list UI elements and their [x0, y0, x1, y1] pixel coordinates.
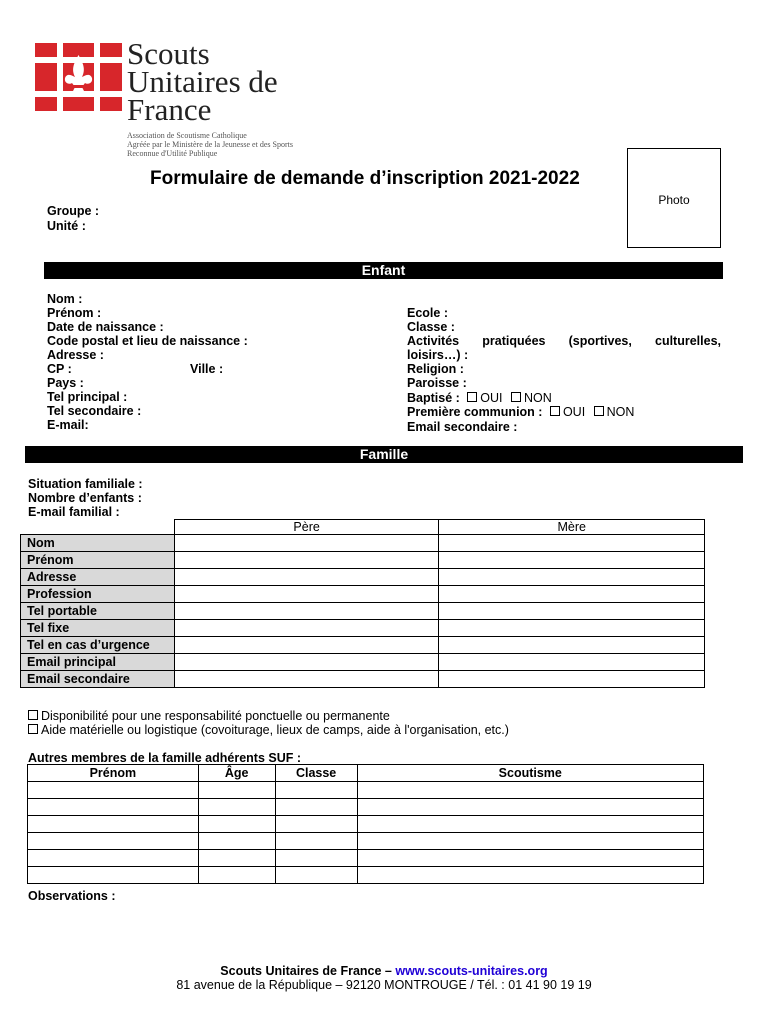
- cell-pere[interactable]: [174, 586, 439, 603]
- cell-classe[interactable]: [275, 850, 357, 867]
- table-row: [28, 816, 704, 833]
- cell-prenom[interactable]: [28, 799, 199, 816]
- cell-age[interactable]: [198, 833, 275, 850]
- cell-prenom[interactable]: [28, 782, 199, 799]
- cell-prenom[interactable]: [28, 816, 199, 833]
- parents-table: [20, 519, 705, 688]
- photo-label: Photo: [658, 193, 690, 207]
- footer-address: 81 avenue de la République – 92120 MONTROUGE / Tél. : 01 41 90 19 19: [176, 978, 592, 992]
- col-header-scoutisme: Scoutisme: [357, 765, 703, 782]
- cell-scoutisme[interactable]: [357, 799, 703, 816]
- logo-name-line: Scouts: [127, 36, 210, 71]
- col-header-prenom: Prénom: [28, 765, 199, 782]
- table-row: [28, 833, 704, 850]
- checkbox-icon[interactable]: [511, 392, 521, 402]
- cell-pere[interactable]: [174, 535, 439, 552]
- group-label: Groupe :: [47, 204, 100, 218]
- cell-pere[interactable]: [174, 603, 439, 620]
- field-premiere-communion: [407, 405, 634, 419]
- field-adresse: Adresse :: [47, 348, 104, 362]
- footer-org-name: Scouts Unitaires de France –: [220, 964, 396, 978]
- table-row: [21, 552, 705, 569]
- section-header-enfant: Enfant: [44, 262, 723, 279]
- cell-age[interactable]: [198, 850, 275, 867]
- field-classe: Classe :: [407, 320, 455, 334]
- table-row: [21, 620, 705, 637]
- table-row: [21, 671, 705, 688]
- field-religion: Religion :: [407, 362, 464, 376]
- communion-oui[interactable]: [550, 405, 585, 419]
- cell-prenom[interactable]: [28, 850, 199, 867]
- cell-mere[interactable]: [439, 603, 705, 620]
- baptise-label: Baptisé :: [407, 391, 460, 405]
- oui-label: OUI: [480, 391, 503, 405]
- autres-membres-title: Autres membres de la famille adhérents SUF :: [28, 751, 302, 765]
- cell-pere[interactable]: [174, 620, 439, 637]
- cell-pere[interactable]: [174, 654, 439, 671]
- row-label: Tel en cas d’urgence: [21, 637, 175, 654]
- field-situation: Situation familiale :: [28, 477, 143, 491]
- row-label: Tel fixe: [21, 620, 175, 637]
- cell-mere[interactable]: [439, 671, 705, 688]
- cell-prenom[interactable]: [28, 833, 199, 850]
- cell-mere[interactable]: [439, 654, 705, 671]
- communion-non[interactable]: [594, 405, 635, 419]
- field-activites-cont: loisirs…) :: [407, 348, 469, 362]
- cell-age[interactable]: [198, 782, 275, 799]
- row-label: Email principal: [21, 654, 175, 671]
- field-email-secondaire: Email secondaire :: [407, 420, 518, 434]
- cell-scoutisme[interactable]: [357, 867, 703, 884]
- col-header-mere: Mère: [439, 520, 705, 535]
- row-label: Nom: [21, 535, 175, 552]
- table-row: [21, 654, 705, 671]
- option-aide[interactable]: [28, 723, 509, 737]
- col-header-age: Âge: [198, 765, 275, 782]
- non-label: NON: [606, 405, 635, 419]
- cell-classe[interactable]: [275, 782, 357, 799]
- option-label: Disponibilité pour une responsabilité ponctuelle ou permanente: [41, 709, 390, 723]
- cell-mere[interactable]: [439, 586, 705, 603]
- option-label: Aide matérielle ou logistique (covoiturage, lieux de camps, aide à l'organisation, etc.): [41, 723, 509, 737]
- checkbox-icon[interactable]: [28, 710, 38, 720]
- table-corner: [21, 520, 175, 535]
- cell-classe[interactable]: [275, 816, 357, 833]
- table-row: [28, 799, 704, 816]
- row-label: Profession: [21, 586, 175, 603]
- cell-mere[interactable]: [439, 637, 705, 654]
- cell-scoutisme[interactable]: [357, 782, 703, 799]
- checkbox-icon[interactable]: [594, 406, 604, 416]
- field-activites: Activités pratiquées (sportives, culturelles,: [407, 334, 721, 348]
- col-header-pere: Père: [174, 520, 439, 535]
- logo-name-line: France: [127, 92, 212, 127]
- cell-pere[interactable]: [174, 637, 439, 654]
- field-nom: Nom :: [47, 292, 83, 306]
- row-label: Tel portable: [21, 603, 175, 620]
- table-row: [28, 782, 704, 799]
- field-date-naissance: Date de naissance :: [47, 320, 164, 334]
- cell-mere[interactable]: [439, 535, 705, 552]
- table-row: [21, 637, 705, 654]
- cell-prenom[interactable]: [28, 867, 199, 884]
- baptise-non[interactable]: [511, 391, 552, 405]
- observations-label: Observations :: [28, 889, 116, 903]
- table-row: [21, 603, 705, 620]
- cell-mere[interactable]: [439, 552, 705, 569]
- table-row: [21, 569, 705, 586]
- checkbox-icon[interactable]: [550, 406, 560, 416]
- non-label: NON: [524, 391, 552, 405]
- field-ville: Ville :: [190, 362, 224, 376]
- cell-classe[interactable]: [275, 833, 357, 850]
- members-table: [27, 764, 704, 884]
- table-row: [21, 586, 705, 603]
- checkbox-icon[interactable]: [28, 724, 38, 734]
- col-header-classe: Classe: [275, 765, 357, 782]
- footer-link[interactable]: www.scouts-unitaires.org: [395, 964, 548, 978]
- row-label: Email secondaire: [21, 671, 175, 688]
- logo-subtitle: [127, 131, 293, 158]
- field-ecole: Ecole :: [407, 306, 448, 320]
- section-header-famille: Famille: [25, 446, 743, 463]
- field-email-familial: E-mail familial :: [28, 505, 120, 519]
- logo-name: [127, 36, 278, 127]
- field-cp: CP :: [47, 362, 72, 376]
- field-tel-secondaire: Tel secondaire :: [47, 404, 142, 418]
- field-nombre-enfants: Nombre d’enfants :: [28, 491, 142, 505]
- footer-org: [0, 964, 768, 978]
- cell-pere[interactable]: [174, 552, 439, 569]
- table-row: [21, 535, 705, 552]
- field-baptise: [407, 391, 552, 405]
- cell-pere[interactable]: [174, 569, 439, 586]
- cell-mere[interactable]: [439, 620, 705, 637]
- field-email: E-mail:: [47, 418, 89, 432]
- field-code-postal-lieu: Code postal et lieu de naissance :: [47, 334, 248, 348]
- cell-age[interactable]: [198, 867, 275, 884]
- logo-sub-line: Agréée par le Ministère de la Jeunesse et des Sports: [127, 140, 293, 149]
- form-title: Formulaire de demande d’inscription 2021-2022: [150, 168, 580, 189]
- cell-classe[interactable]: [275, 867, 357, 884]
- field-pays: Pays :: [47, 376, 84, 390]
- cell-age[interactable]: [198, 799, 275, 816]
- row-label: Adresse: [21, 569, 175, 586]
- field-prenom: Prénom :: [47, 306, 102, 320]
- suf-logo-icon: [35, 43, 122, 111]
- logo-sub-line: Reconnue d'Utilité Publique: [127, 149, 218, 158]
- cell-scoutisme[interactable]: [357, 816, 703, 833]
- oui-label: OUI: [562, 405, 586, 419]
- communion-label: Première communion :: [407, 405, 543, 419]
- logo-sub-line: Association de Scoutisme Catholique: [127, 131, 247, 140]
- photo-box[interactable]: [627, 148, 721, 248]
- table-row: [28, 850, 704, 867]
- field-tel-principal: Tel principal :: [47, 390, 128, 404]
- unit-label: Unité :: [47, 219, 86, 233]
- table-row: [28, 867, 704, 884]
- cell-scoutisme[interactable]: [357, 833, 703, 850]
- cell-classe[interactable]: [275, 799, 357, 816]
- logo-name-line: Unitaires de: [127, 64, 278, 99]
- option-disponibilite[interactable]: [28, 709, 390, 723]
- baptise-oui[interactable]: [467, 391, 502, 405]
- cell-mere[interactable]: [439, 569, 705, 586]
- checkbox-icon[interactable]: [467, 392, 477, 402]
- cell-age[interactable]: [198, 816, 275, 833]
- cell-scoutisme[interactable]: [357, 850, 703, 867]
- field-paroisse: Paroisse :: [407, 376, 467, 390]
- cell-pere[interactable]: [174, 671, 439, 688]
- row-label: Prénom: [21, 552, 175, 569]
